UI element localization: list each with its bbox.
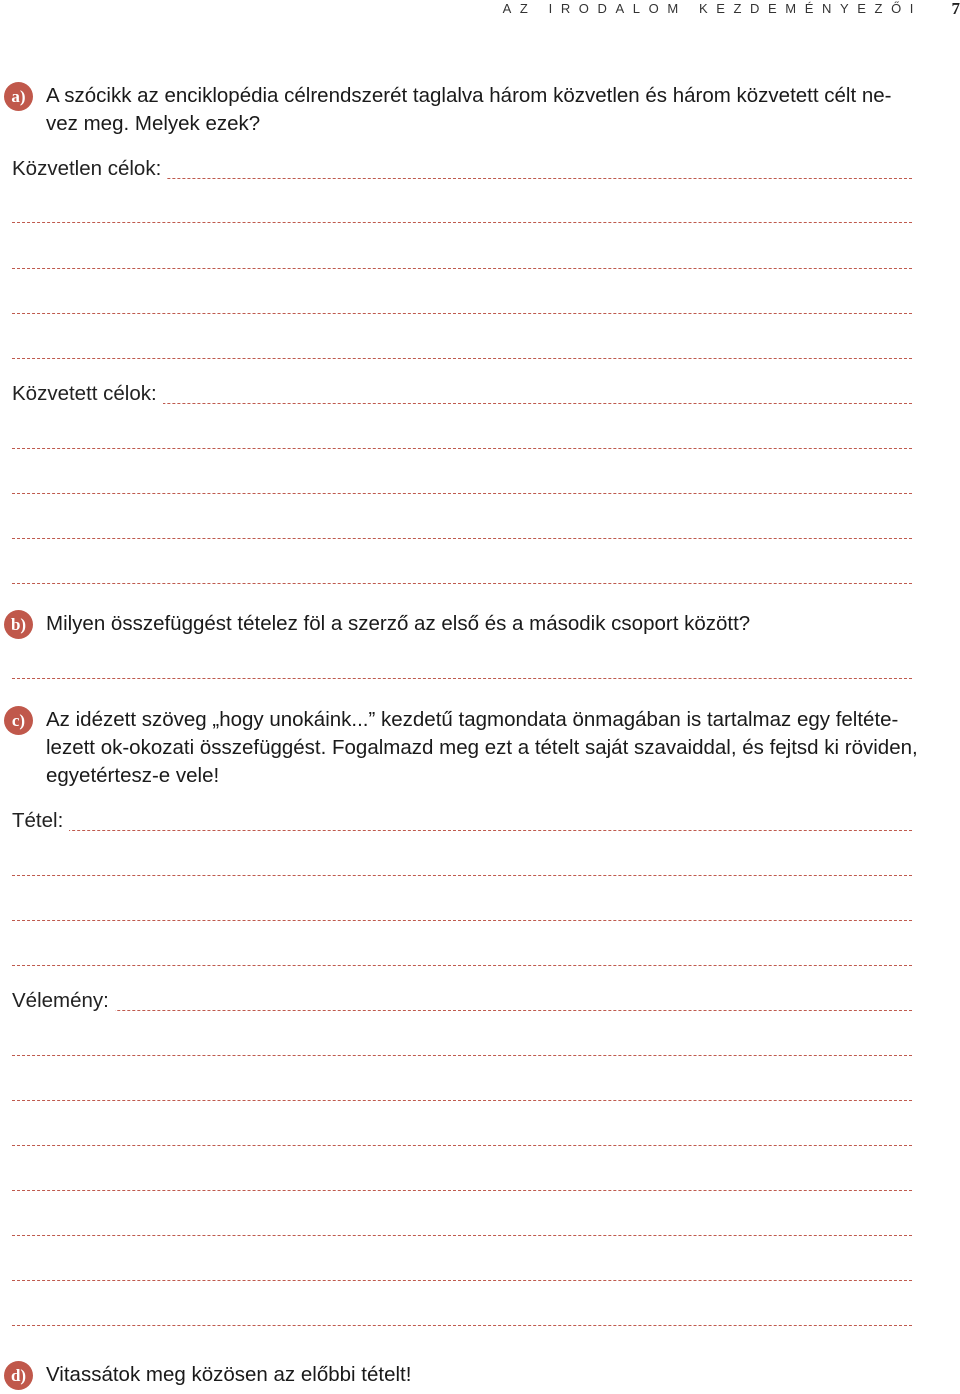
question-a-badge: a) <box>4 82 33 111</box>
answer-line-thesis-4[interactable] <box>12 965 912 966</box>
answer-line-direct-3[interactable] <box>12 268 912 269</box>
answer-line-opinion-2[interactable] <box>12 1055 912 1056</box>
page-header <box>0 0 960 24</box>
answer-line-opinion-6[interactable] <box>12 1235 912 1236</box>
direct-goals-label: Közvetlen célok: <box>12 156 167 182</box>
question-a-line-2: vez meg. Melyek ezek? <box>46 112 261 135</box>
answer-line-indirect-5[interactable] <box>12 583 912 584</box>
answer-line-opinion-4[interactable] <box>12 1145 912 1146</box>
answer-line-indirect-4[interactable] <box>12 538 912 539</box>
question-c-text <box>46 706 926 790</box>
question-a-text <box>46 82 926 138</box>
running-title: AZ IRODALOM KEZDEMÉNYEZŐI <box>502 1 922 16</box>
answer-line-thesis-2[interactable] <box>12 875 912 876</box>
answer-line-thesis-3[interactable] <box>12 920 912 921</box>
question-c-line-1: Az idézett szöveg „hogy unokáink...” kezdetű tagmondata önmagában is tartalmaz egy feltéte- <box>46 708 899 731</box>
page-number: 7 <box>951 0 960 18</box>
question-c-line-3: egyetértesz-e vele! <box>46 764 220 787</box>
question-d-text: Vitassátok meg közösen az előbbi tételt! <box>46 1363 412 1386</box>
question-b-text: Milyen összefüggést tételez föl a szerző az első és a második csoport között? <box>46 612 751 635</box>
question-b-badge: b) <box>4 610 33 639</box>
answer-line-opinion-3[interactable] <box>12 1100 912 1101</box>
answer-line-indirect-2[interactable] <box>12 448 912 449</box>
opinion-label: Vélemény: <box>12 988 115 1014</box>
answer-line-thesis-1[interactable] <box>12 830 912 831</box>
answer-line-direct-4[interactable] <box>12 313 912 314</box>
answer-line-opinion-7[interactable] <box>12 1280 912 1281</box>
answer-line-opinion-5[interactable] <box>12 1190 912 1191</box>
question-a-line-1: A szócikk az enciklopédia célrendszerét taglalva három közvetlen és három közvetett célt ne- <box>46 84 892 107</box>
answer-line-opinion-8[interactable] <box>12 1325 912 1326</box>
thesis-label: Tétel: <box>12 808 69 834</box>
answer-line-direct-2[interactable] <box>12 222 912 223</box>
answer-line-opinion-1[interactable] <box>12 1010 912 1011</box>
indirect-goals-label: Közvetett célok: <box>12 381 163 407</box>
question-d-badge: d) <box>4 1361 33 1390</box>
question-c-badge: c) <box>4 706 33 735</box>
question-c-line-2: lezett ok-okozati összefüggést. Fogalmazd meg ezt a tételt saját szavaiddal, és fejtsd ki röviden, <box>46 736 918 759</box>
answer-line-indirect-3[interactable] <box>12 493 912 494</box>
answer-line-direct-5[interactable] <box>12 358 912 359</box>
answer-line-b-1[interactable] <box>12 678 912 679</box>
